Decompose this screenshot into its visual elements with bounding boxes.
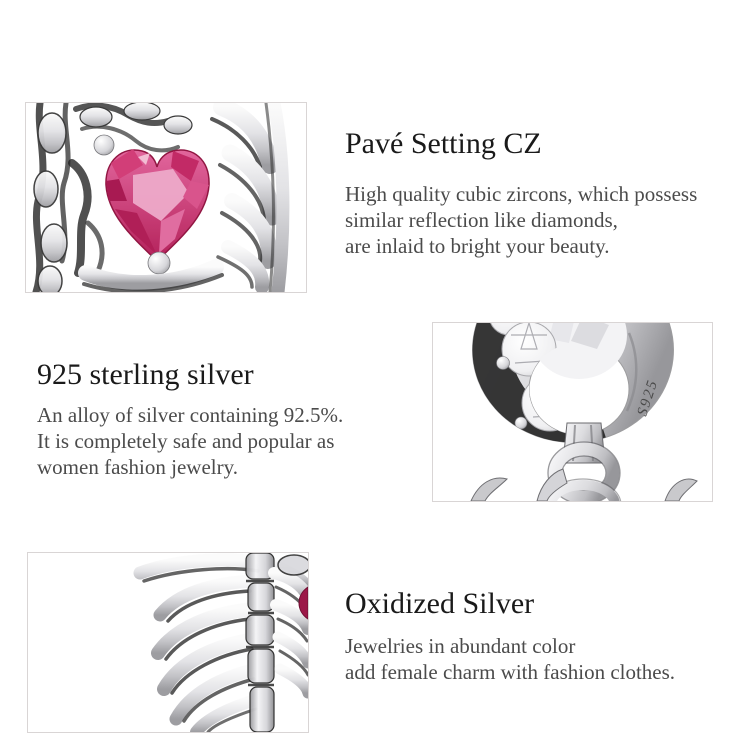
- bail-illustration: [433, 323, 712, 501]
- body-line: High quality cubic zircons, which possess: [345, 182, 698, 206]
- section-heading-pave-setting-cz: Pavé Setting CZ: [345, 127, 542, 160]
- body-line: similar reflection like diamonds,: [345, 208, 618, 232]
- section-heading-925-sterling-silver: 925 sterling silver: [37, 358, 254, 391]
- body-line: An alloy of silver containing 92.5%.: [37, 403, 344, 427]
- body-line: It is completely safe and popular as: [37, 429, 335, 453]
- photo-ribcage-back-view: [27, 552, 309, 733]
- body-line: women fashion jewelry.: [37, 455, 238, 479]
- section-body-925-sterling-silver: [37, 402, 343, 480]
- prong-ball-top: [94, 135, 114, 155]
- ribcage-heart-illustration: [26, 103, 306, 292]
- spine-ribs-illustration: [28, 553, 308, 732]
- photo-silver-bail-cz: [432, 322, 713, 502]
- photo-pink-heart-cz-ribcage: [25, 102, 307, 293]
- engraving-s925: S925: [634, 377, 662, 419]
- body-line: Jewelries in abundant color: [345, 634, 576, 658]
- spine-column: [246, 553, 274, 732]
- section-body-pave-setting-cz: [345, 181, 697, 259]
- section-body-oxidized-silver: [345, 633, 675, 685]
- section-heading-oxidized-silver: Oxidized Silver: [345, 587, 535, 620]
- prong-ball-bottom: [148, 252, 170, 274]
- body-line: add female charm with fashion clothes.: [345, 660, 676, 684]
- body-line: are inlaid to bright your beauty.: [345, 234, 610, 258]
